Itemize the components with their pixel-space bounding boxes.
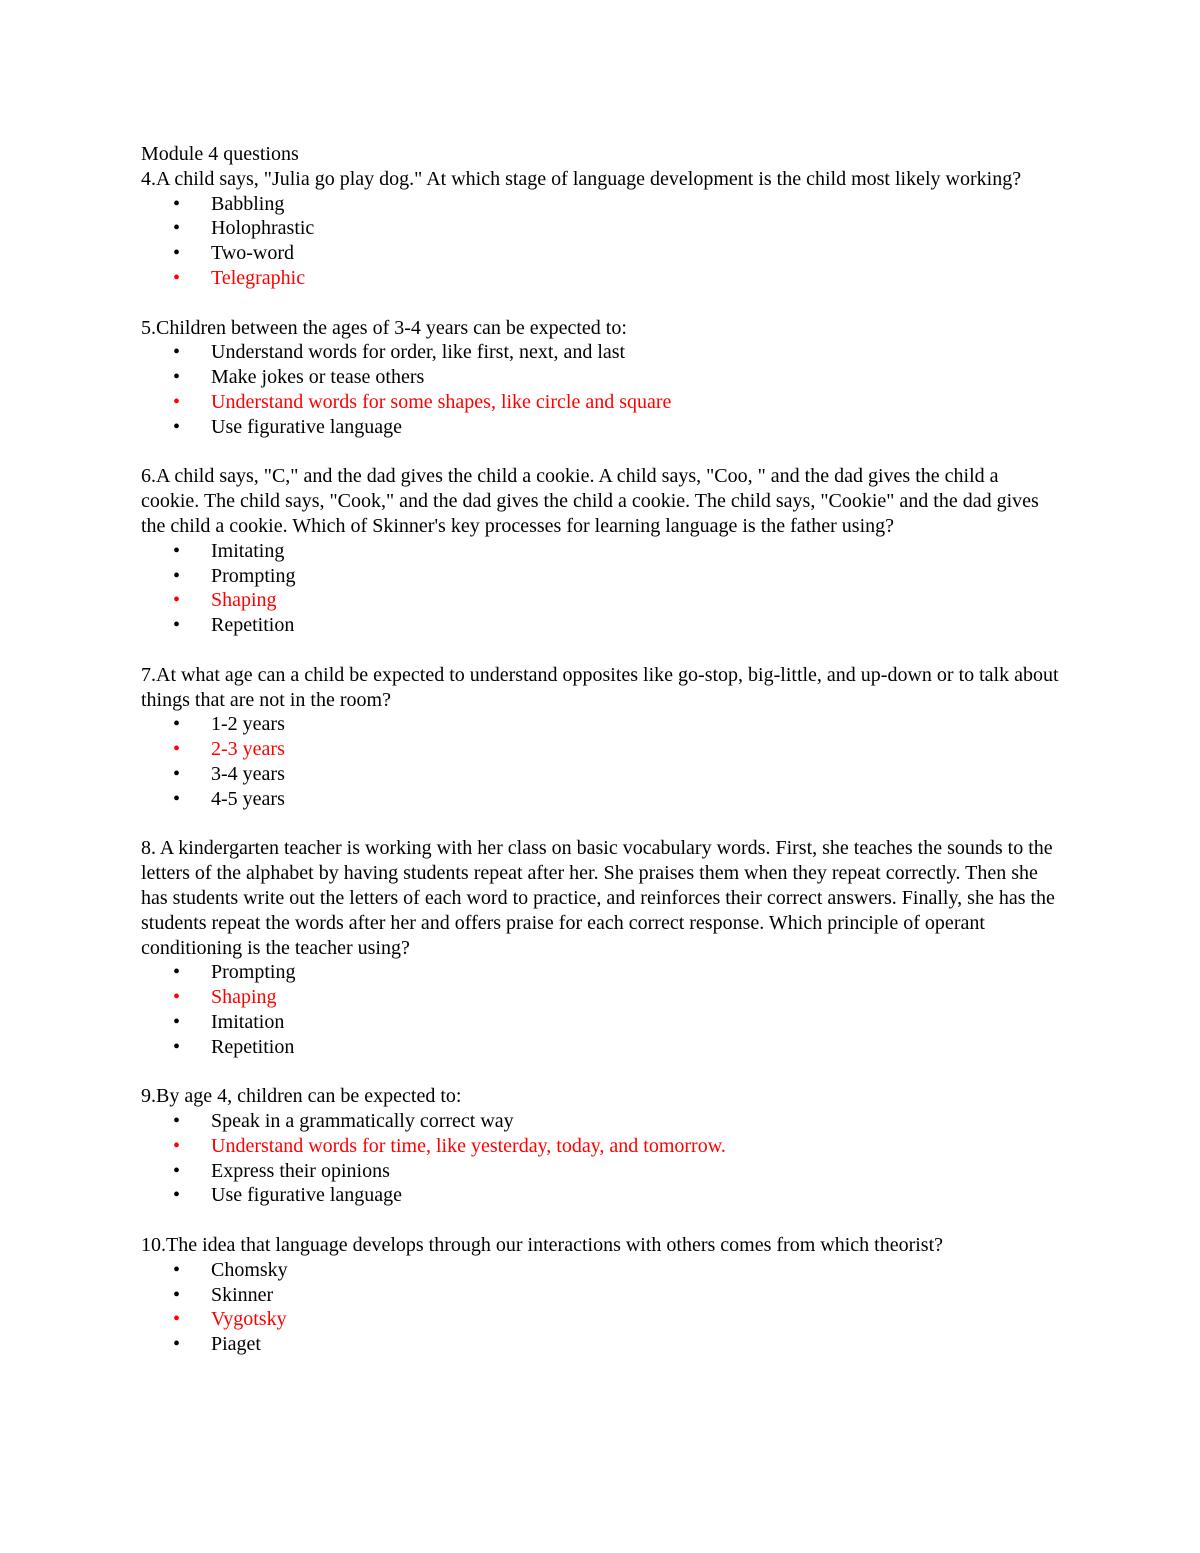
question-block (141, 1084, 1061, 1208)
answer-option-label: Imitation (211, 1010, 285, 1033)
question-block (141, 663, 1061, 812)
bullet-icon: • (173, 415, 181, 438)
answer-option-correct (141, 266, 1061, 291)
answer-option (141, 365, 1061, 390)
answer-option-label: Prompting (211, 564, 296, 587)
bullet-icon: • (173, 242, 181, 265)
answer-option-label: Chomsky (211, 1258, 288, 1281)
answer-option-correct (141, 588, 1061, 613)
answer-option-label: 3-4 years (211, 762, 285, 785)
bullet-icon: • (173, 614, 181, 637)
answer-option-label: Shaping (211, 589, 277, 612)
question-block (141, 836, 1061, 1059)
answer-options (141, 1109, 1061, 1208)
question-text: 5.Children between the ages of 3-4 years can be expected to: (141, 316, 627, 339)
answer-option-label: Repetition (211, 614, 295, 637)
answer-option-label: Understand words for time, like yesterday, today, and tomorrow. (211, 1134, 726, 1157)
answer-option-label: Two-word (211, 242, 295, 265)
answer-option (141, 787, 1061, 812)
bullet-icon: • (173, 564, 181, 587)
bullet-icon: • (173, 961, 181, 984)
bullet-icon: • (173, 738, 181, 761)
bullet-icon: • (173, 1333, 181, 1356)
answer-options (141, 340, 1061, 439)
answer-option (141, 1258, 1061, 1283)
answer-option (141, 1109, 1061, 1134)
answer-options (141, 712, 1061, 811)
answer-option-correct (141, 985, 1061, 1010)
bullet-icon: • (173, 1283, 181, 1306)
answer-option-correct (141, 1307, 1061, 1332)
answer-option (141, 1035, 1061, 1060)
bullet-icon: • (173, 787, 181, 810)
answer-option (141, 960, 1061, 985)
bullet-icon: • (173, 341, 181, 364)
answer-options (141, 1258, 1061, 1357)
answer-options (141, 960, 1061, 1059)
document-title: Module 4 questions (141, 143, 299, 165)
answer-options (141, 539, 1061, 638)
bullet-icon: • (173, 589, 181, 612)
answer-option-label: Understand words for some shapes, like circle and square (211, 390, 672, 413)
bullet-icon: • (173, 1134, 181, 1157)
question-block (141, 167, 1061, 291)
bullet-icon: • (173, 1035, 181, 1058)
bullet-icon: • (173, 366, 181, 389)
answer-option-label: Telegraphic (211, 266, 306, 289)
answer-option-label: Piaget (211, 1333, 261, 1356)
answer-option-label: Express their opinions (211, 1159, 390, 1182)
answer-option (141, 613, 1061, 638)
answer-option-correct (141, 1134, 1061, 1159)
bullet-icon: • (173, 217, 181, 240)
bullet-icon: • (173, 192, 181, 215)
answer-option-label: Shaping (211, 986, 277, 1009)
question-list (141, 167, 1061, 1357)
answer-option (141, 712, 1061, 737)
answer-option-correct (141, 390, 1061, 415)
question-text: 7.At what age can a child be expected to understand opposites like go-stop, big-little, and up-down or to talk about things that are not in the room? (141, 663, 1059, 711)
answer-option-correct (141, 737, 1061, 762)
answer-option-label: Understand words for order, like first, next, and last (211, 341, 626, 364)
answer-option (141, 539, 1061, 564)
document-page (141, 142, 1061, 1382)
question-block (141, 464, 1061, 638)
bullet-icon: • (173, 1159, 181, 1182)
answer-option-label: Repetition (211, 1035, 295, 1058)
bullet-icon: • (173, 1110, 181, 1133)
answer-option (141, 1283, 1061, 1308)
answer-option (141, 340, 1061, 365)
bullet-icon: • (173, 1010, 181, 1033)
bullet-icon: • (173, 1258, 181, 1281)
bullet-icon: • (173, 713, 181, 736)
bullet-icon: • (173, 390, 181, 413)
answer-option-label: Prompting (211, 961, 296, 984)
question-text: 8. A kindergarten teacher is working with her class on basic vocabulary words. First, she teaches the sounds to the letters of the alphabet by having students repeat after her. She praises them when they repeat correctly. Then she has students write out the letters of each word to practice, and reinforces their correct answers. Finally, she has the students repeat the words after her and offers praise for each correct response. Which principle of operant conditioning is the teacher using? (141, 837, 1055, 959)
question-text: 6.A child says, "C," and the dad gives the child a cookie. A child says, "Coo, " and the dad gives the child a cookie. The child says, "Cook," and the dad gives the child a cookie. The child says, "Cookie" and the dad gives the child a cookie. Which of Skinner's key processes for learning language is the father using? (141, 465, 1039, 537)
bullet-icon: • (173, 1308, 181, 1331)
answer-option-label: 1-2 years (211, 713, 285, 736)
answer-option (141, 1159, 1061, 1184)
bullet-icon: • (173, 986, 181, 1009)
bullet-icon: • (173, 1184, 181, 1207)
answer-options (141, 192, 1061, 291)
answer-option (141, 241, 1061, 266)
answer-option-label: 4-5 years (211, 787, 285, 810)
question-text: 10.The idea that language develops through our interactions with others comes from which theorist? (141, 1234, 944, 1257)
answer-option-label: Speak in a grammatically correct way (211, 1110, 514, 1133)
question-text: 9.By age 4, children can be expected to: (141, 1085, 462, 1108)
answer-option-label: Skinner (211, 1283, 274, 1306)
answer-option (141, 762, 1061, 787)
answer-option (141, 192, 1061, 217)
bullet-icon: • (173, 266, 181, 289)
question-block (141, 1233, 1061, 1357)
answer-option-label: Holophrastic (211, 217, 315, 240)
answer-option-label: Use figurative language (211, 415, 403, 438)
answer-option (141, 216, 1061, 241)
answer-option (141, 415, 1061, 440)
answer-option (141, 564, 1061, 589)
answer-option-label: Make jokes or tease others (211, 366, 425, 389)
question-block (141, 316, 1061, 440)
answer-option-label: Imitating (211, 539, 285, 562)
question-text: 4.A child says, "Julia go play dog." At which stage of language development is the child most likely working? (141, 167, 1022, 190)
bullet-icon: • (173, 762, 181, 785)
answer-option-label: Vygotsky (211, 1308, 287, 1331)
bullet-icon: • (173, 539, 181, 562)
answer-option-label: Babbling (211, 192, 285, 215)
answer-option (141, 1332, 1061, 1357)
answer-option (141, 1183, 1061, 1208)
answer-option-label: Use figurative language (211, 1184, 403, 1207)
answer-option-label: 2-3 years (211, 738, 285, 761)
answer-option (141, 1010, 1061, 1035)
